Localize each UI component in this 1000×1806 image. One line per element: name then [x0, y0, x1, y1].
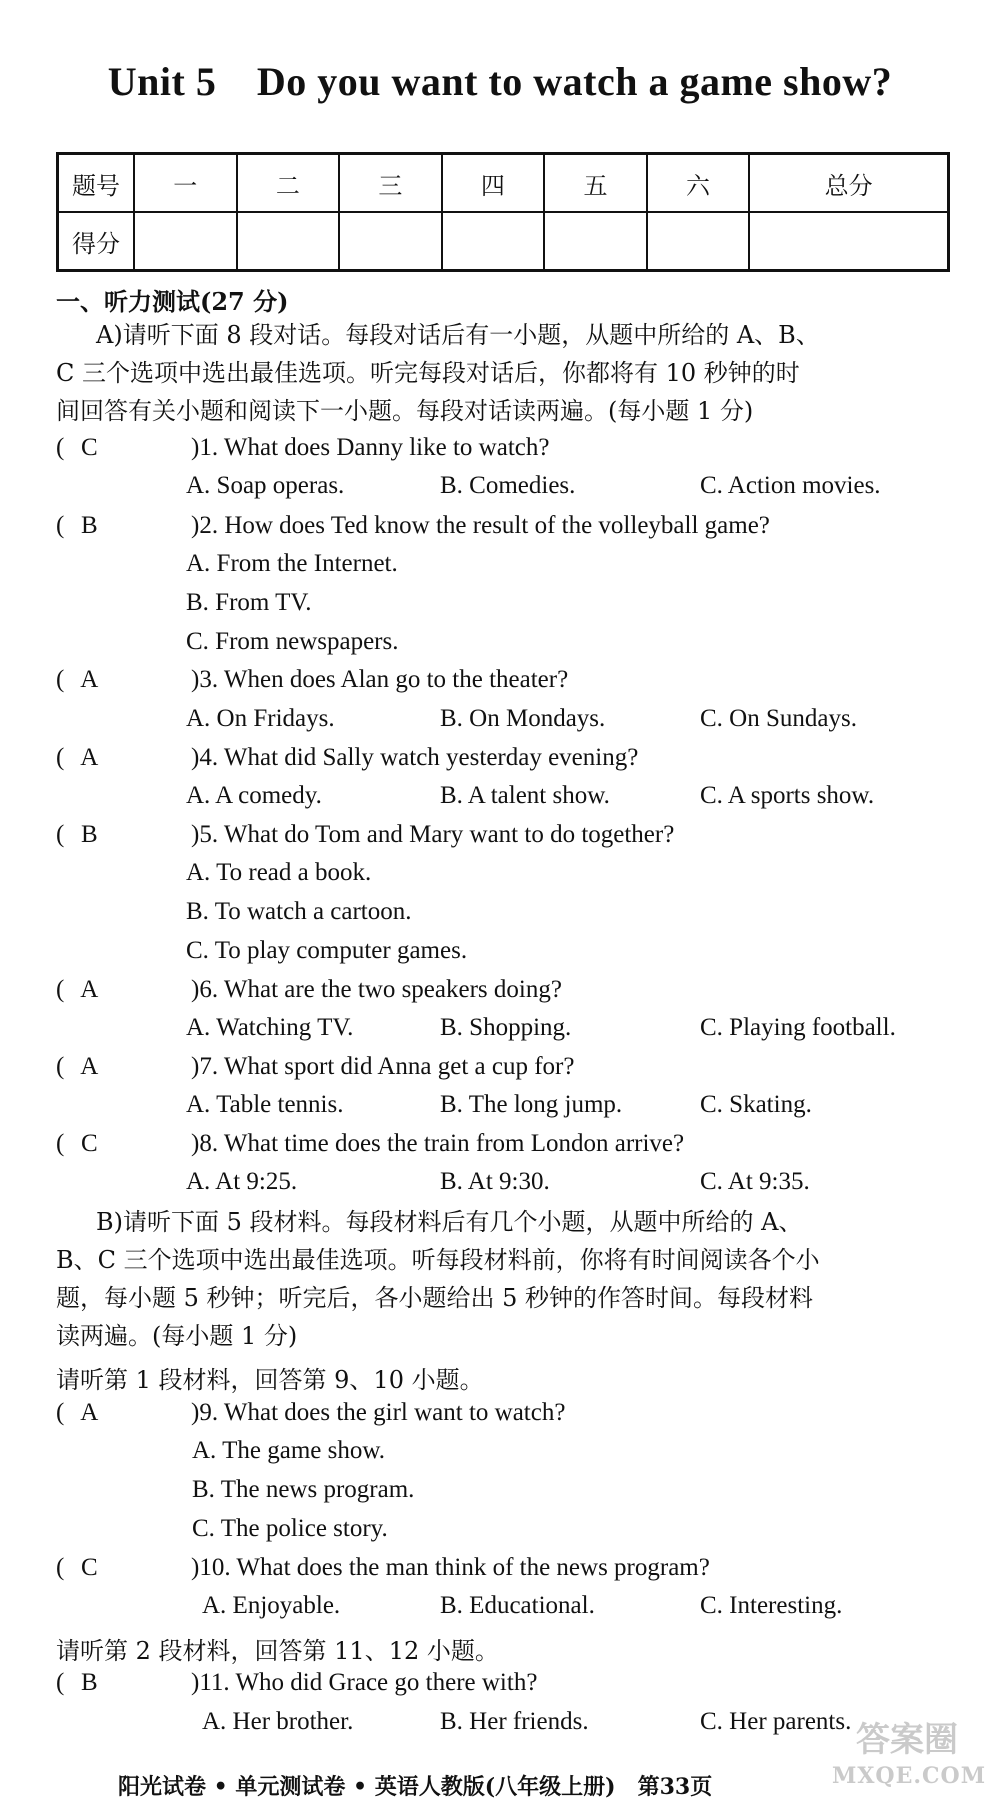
- answer-mark: A: [80, 1399, 99, 1426]
- question-row: [56, 434, 549, 462]
- option: A. A comedy.: [186, 782, 322, 809]
- answer-mark: B: [80, 1669, 98, 1696]
- question-text: )8. What time does the train from London arrive?: [191, 1130, 685, 1157]
- question-text: )10. What does the man think of the news program?: [191, 1554, 710, 1581]
- paragraph-line: B)请听下面 5 段材料。每段材料后有几个小题，从题中所给的 A、: [96, 1208, 803, 1236]
- option: A. At 9:25.: [186, 1168, 298, 1195]
- score-cell[interactable]: [749, 212, 948, 271]
- option: A. From the Internet.: [186, 550, 398, 577]
- question-row: [56, 821, 674, 849]
- option: C. Action movies.: [700, 472, 881, 499]
- paren-open: (: [56, 821, 65, 848]
- option: B. Her friends.: [440, 1708, 589, 1735]
- answer-mark: B: [80, 512, 98, 539]
- option: B. On Mondays.: [440, 705, 606, 732]
- question-row: [56, 744, 638, 772]
- question-row: [56, 1053, 574, 1081]
- score-cell[interactable]: [339, 212, 442, 271]
- score-header-cell: 三: [339, 154, 442, 213]
- option: C. Her parents.: [700, 1708, 852, 1735]
- score-header-cell: 一: [134, 154, 237, 213]
- listening-instruction: 请听第 1 段材料，回答第 9、10 小题。: [56, 1366, 484, 1394]
- option: A. Her brother.: [202, 1708, 354, 1735]
- page-footer: 阳光试卷 • 单元测试卷 • 英语人教版(八年级上册) 第33页: [118, 1774, 713, 1800]
- paren-open: (: [56, 976, 65, 1003]
- option: A. Enjoyable.: [202, 1592, 341, 1619]
- answer-mark: C: [80, 434, 98, 461]
- answer-mark: A: [80, 976, 99, 1003]
- question-text: )6. What are the two speakers doing?: [191, 976, 562, 1003]
- watermark-url: MXQE.COM: [832, 1763, 987, 1789]
- option: B. Educational.: [440, 1592, 595, 1619]
- option: C. The police story.: [192, 1515, 388, 1542]
- option: A. Watching TV.: [186, 1014, 354, 1041]
- paren-open: (: [56, 512, 65, 539]
- score-cell[interactable]: [134, 212, 237, 271]
- paragraph-line: C 三个选项中选出最佳选项。听完每段对话后，你都将有 10 秒钟的时: [56, 359, 800, 387]
- score-row-label: 得分: [58, 212, 135, 271]
- option: C. Interesting.: [700, 1592, 843, 1619]
- paren-open: (: [56, 1130, 65, 1157]
- score-cell[interactable]: [647, 212, 750, 271]
- question-text: )1. What does Danny like to watch?: [191, 434, 550, 461]
- answer-mark: C: [80, 1130, 98, 1157]
- question-text: )3. When does Alan go to the theater?: [191, 666, 569, 693]
- option: C. On Sundays.: [700, 705, 857, 732]
- paren-open: (: [56, 1554, 65, 1581]
- option: C. At 9:35.: [700, 1168, 810, 1195]
- score-header-cell: 题号: [58, 154, 135, 213]
- answer-mark: C: [80, 1554, 98, 1581]
- question-text: )2. How does Ted know the result of the volleyball game?: [191, 512, 770, 539]
- option: C. To play computer games.: [186, 937, 468, 964]
- option: B. At 9:30.: [440, 1168, 550, 1195]
- option: B. The news program.: [192, 1476, 415, 1503]
- question-row: [56, 1554, 710, 1582]
- question-text: )4. What did Sally watch yesterday evening?: [191, 744, 639, 771]
- question-row: [56, 1130, 684, 1158]
- score-table-score-row: [58, 212, 949, 271]
- part-b-instructions: [56, 1203, 952, 1355]
- page-title: Unit 5 Do you want to watch a game show?: [107, 59, 893, 104]
- score-header-cell: 六: [647, 154, 750, 213]
- paren-open: (: [56, 744, 65, 771]
- option: C. Skating.: [700, 1091, 812, 1118]
- answer-mark: A: [80, 744, 99, 771]
- part-a-instructions: [56, 316, 952, 430]
- score-header-cell: 二: [237, 154, 340, 213]
- option: A. To read a book.: [186, 859, 372, 886]
- option: B. A talent show.: [440, 782, 610, 809]
- question-row: [56, 976, 562, 1004]
- option: B. Comedies.: [440, 472, 576, 499]
- score-header-cell: 五: [544, 154, 647, 213]
- answer-mark: B: [80, 821, 98, 848]
- score-table: [56, 152, 950, 272]
- paren-open: (: [56, 1669, 65, 1696]
- score-cell[interactable]: [237, 212, 340, 271]
- option: C. From newspapers.: [186, 628, 399, 655]
- option: B. Shopping.: [440, 1014, 572, 1041]
- section-heading: 一、听力测试(27 分): [56, 287, 289, 316]
- paren-open: (: [56, 666, 65, 693]
- paren-open: (: [56, 1399, 65, 1426]
- answer-mark: A: [80, 666, 99, 693]
- question-row: [56, 1399, 565, 1427]
- option: A. Table tennis.: [186, 1091, 344, 1118]
- listening-instruction: 请听第 2 段材料，回答第 11、12 小题。: [56, 1637, 499, 1665]
- option: A. Soap operas.: [186, 472, 345, 499]
- paren-open: (: [56, 434, 65, 461]
- option: B. The long jump.: [440, 1091, 623, 1118]
- paragraph-line: B、C 三个选项中选出最佳选项。听每段材料前，你将有时间阅读各个小: [56, 1246, 820, 1274]
- question-row: [56, 666, 568, 694]
- question-text: )7. What sport did Anna get a cup for?: [191, 1053, 575, 1080]
- option: A. The game show.: [192, 1437, 386, 1464]
- paragraph-line: A)请听下面 8 段对话。每段对话后有一小题，从题中所给的 A、B、: [96, 321, 820, 349]
- score-cell[interactable]: [442, 212, 545, 271]
- paragraph-line: 读两遍。(每小题 1 分): [56, 1322, 298, 1350]
- question-text: )5. What do Tom and Mary want to do together?: [191, 821, 675, 848]
- question-row: [56, 1669, 537, 1697]
- paragraph-line: 题，每小题 5 秒钟；听完后，各小题给出 5 秒钟的作答时间。每段材料: [56, 1284, 814, 1312]
- option: C. A sports show.: [700, 782, 875, 809]
- option: B. To watch a cartoon.: [186, 898, 412, 925]
- question-text: )9. What does the girl want to watch?: [191, 1399, 566, 1426]
- option: A. On Fridays.: [186, 705, 335, 732]
- paragraph-line: 间回答有关小题和阅读下一小题。每段对话读两遍。(每小题 1 分): [56, 397, 754, 425]
- answer-mark: A: [80, 1053, 99, 1080]
- watermark-logo: [832, 1720, 987, 1792]
- option: C. Playing football.: [700, 1014, 896, 1041]
- question-text: )11. Who did Grace go there with?: [191, 1669, 538, 1696]
- score-table-header-row: [58, 154, 949, 213]
- paren-open: (: [56, 1053, 65, 1080]
- score-header-cell: 四: [442, 154, 545, 213]
- score-cell[interactable]: [544, 212, 647, 271]
- score-header-cell: 总分: [749, 154, 948, 213]
- watermark-text: 答案圈: [856, 1720, 958, 1760]
- option: B. From TV.: [186, 589, 312, 616]
- question-row: [56, 512, 770, 540]
